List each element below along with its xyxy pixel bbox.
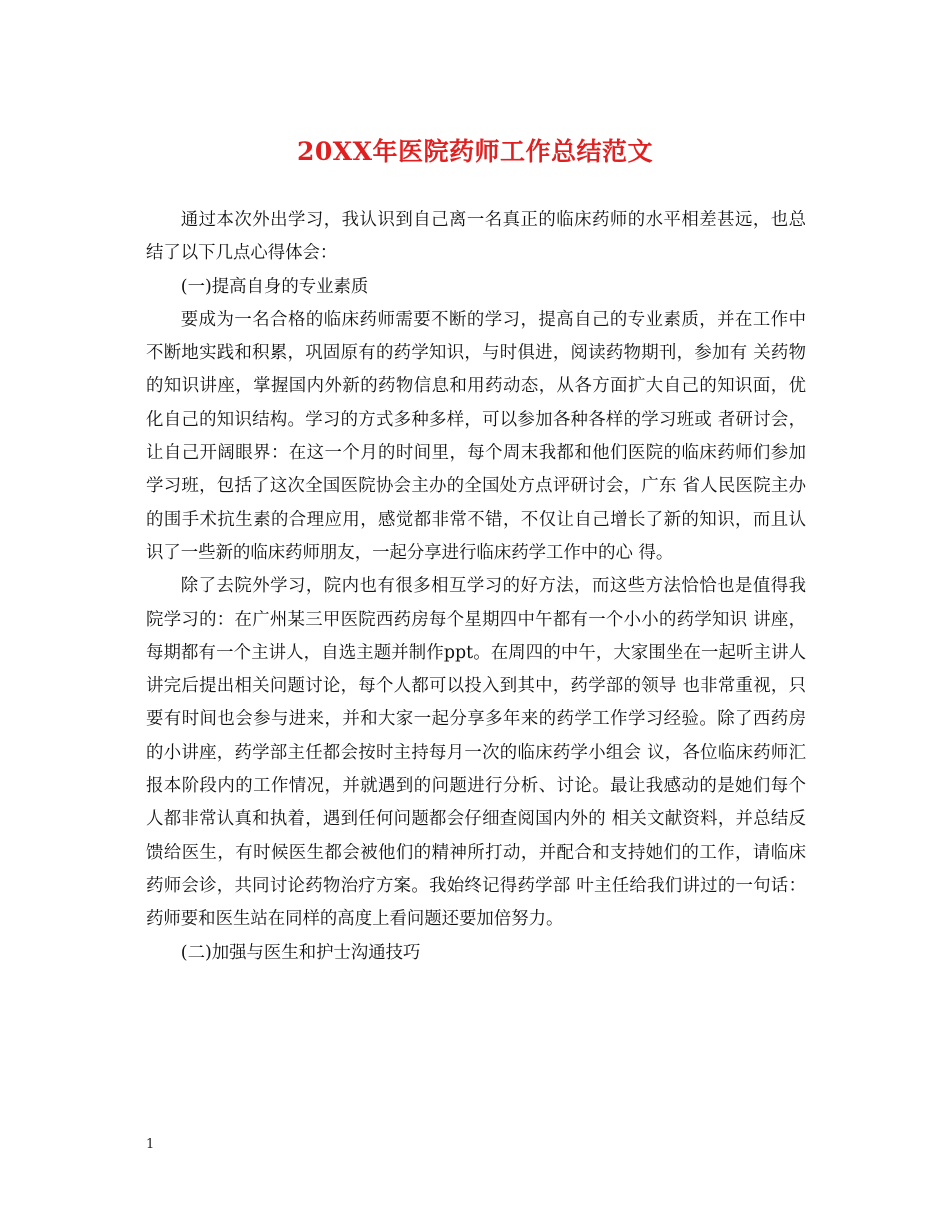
section-heading-1: (一)提高自身的专业素质 — [180, 276, 369, 297]
body-paragraph: 要成为一名合格的临床药师需要不断的学习，提高自己的专业素质，并在工作中不断地实践和积累，巩固原有的药学知识，与时俱进，阅读药物期刊，参加有 关药物的知识讲座，掌握国内外新的药物信息和用药动态，从各方面扩大自己的知识面，优化自己的知识结构。学习的方式多种多样，可以参加各种各样的学习班或 者研讨会，让自己开阔眼界：在这一个月的时间里，每个周末我都和他们医院的临床药师们参加学习班，包括了这次全国医院协会主办的全国处方点评研讨会，广东 省人民医院主办的围手术抗生素的合理应用，感觉都非常不错，不仅让自己增长了新的知识，而且认识了一些新的临床药师朋友，一起分享进行临床药学工作中的心 得。 — [146, 309, 806, 563]
document-title: 20XX年医院药师工作总结范文 — [296, 137, 654, 166]
document-body — [146, 204, 806, 970]
section-heading-2: (二)加强与医生和护士沟通技巧 — [180, 942, 421, 963]
page-number: 1 — [146, 1137, 155, 1152]
intro-paragraph: 通过本次外出学习，我认识到自己离一名真正的临床药师的水平相差甚远，也总结了以下几点心得体会： — [146, 210, 806, 264]
body-paragraph: 除了去院外学习，院内也有很多相互学习的好方法，而这些方法恰恰也是值得我院学习的：在广州某三甲医院西药房每个星期四中午都有一个小小的药学知识 讲座，每期都有一个主讲人，自选主题并制作ppt。在周四的中午，大家围坐在一起听主讲人讲完后提出相关问题讨论，每个人都可以投入到其中，药学部的领导 也非常重视，只要有时间也会参与进来，并和大家一起分享多年来的药学工作学习经验。除了西药房的小讲座，药学部主任都会按时主持每月一次的临床药学小组会 议，各位临床药师汇报本阶段内的工作情况，并就遇到的问题进行分析、讨论。最让我感动的是她们每个人都非常认真和执着，遇到任何问题都会仔细查阅国内外的 相关文献资料，并总结反馈给医生，有时候医生都会被他们的精神所打动，并配合和支持她们的工作，请临床药师会诊，共同讨论药物治疗方案。我始终记得药学部 叶主任给我们讲过的一句话：药师要和医生站在同样的高度上看问题还要加倍努力。 — [146, 576, 806, 930]
